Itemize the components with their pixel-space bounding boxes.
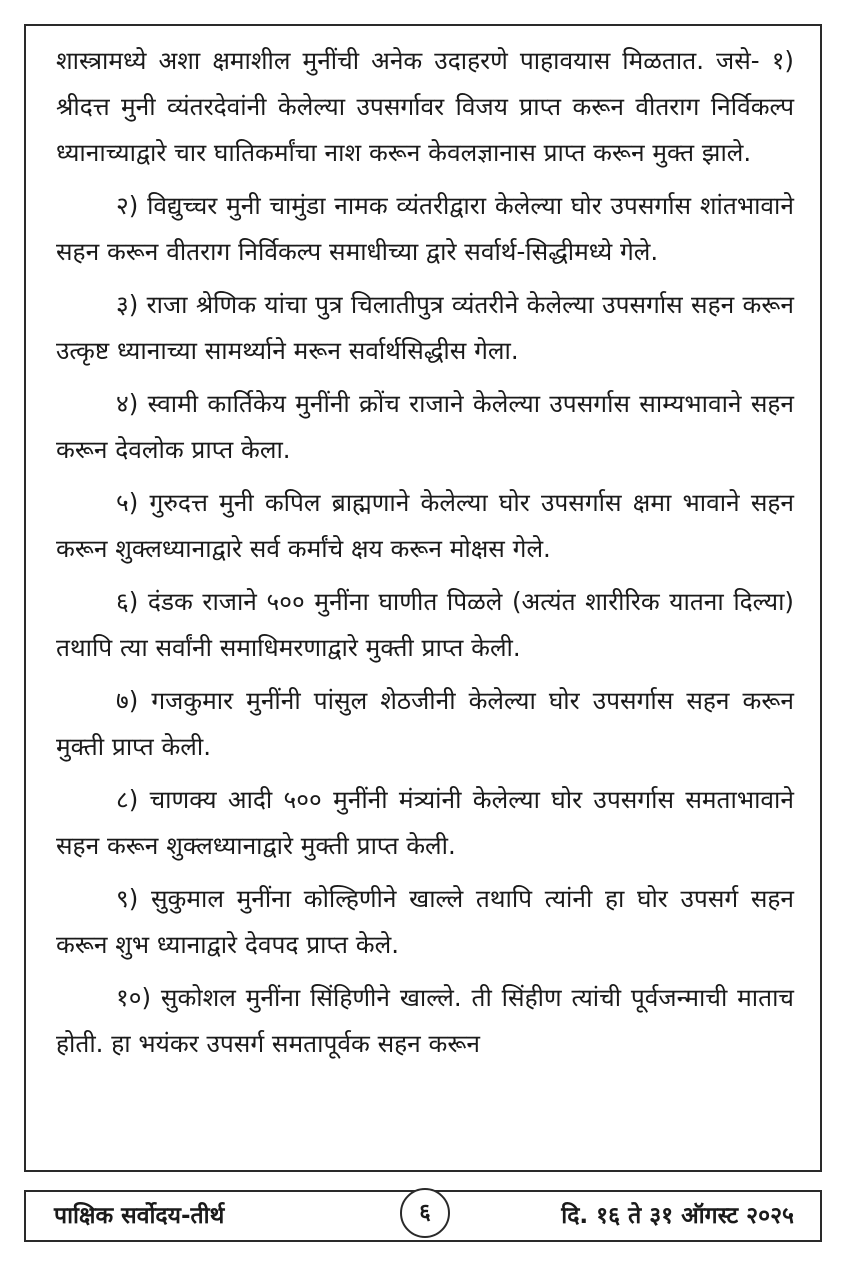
main-content [24, 24, 822, 1172]
issue-date: दि. १६ ते ३१ ऑगस्ट २०२५ [561, 1203, 794, 1229]
paragraph-example-6: ६) दंडक राजाने ५०० मुनींना घाणीत पिळले (अत्यंत शारीरिक यातना दिल्या) तथापि त्या सर्वांनी समाधिमरणाद्वारे मुक्ती प्राप्त केली. [56, 587, 794, 662]
paragraph-intro: शास्त्रामध्ये अशा क्षमाशील मुनींची अनेक उदाहरणे पाहावयास मिळतात. जसे- १) श्रीदत्त मुनी व्यंतरदेवांनी केलेल्या उपसर्गावर विजय प्राप्त करून वीतराग निर्विकल्प ध्यानाच्याद्वारे चार घातिकर्मांचा नाश करून केवलज्ञानास प्राप्त करून मुक्त झाले. [56, 46, 794, 167]
paragraph-example-4: ४) स्वामी कार्तिकेय मुनींनी क्रोंच राजाने केलेल्या उपसर्गास साम्यभावाने सहन करून देवलोक प्राप्त केला. [56, 389, 794, 464]
publication-name: पाक्षिक सर्वोदय-तीर्थ [54, 1203, 225, 1229]
paragraph-example-7: ७) गजकुमार मुनींनी पांसुल शेठजीनी केलेल्या घोर उपसर्गास सहन करून मुक्ती प्राप्त केली. [56, 686, 794, 761]
page-footer [24, 1190, 822, 1242]
paragraph-example-9: ९) सुकुमाल मुनींना कोल्हिणीने खाल्ले तथापि त्यांनी हा घोर उपसर्ग सहन करून शुभ ध्यानाद्वारे देवपद प्राप्त केले. [56, 884, 794, 959]
paragraph-example-5: ५) गुरुदत्त मुनी कपिल ब्राह्मणाने केलेल्या घोर उपसर्गास क्षमा भावाने सहन करून शुक्लध्यानाद्वारे सर्व कर्मांचे क्षय करून मोक्षस गेले. [56, 488, 794, 563]
page-number: ६ [400, 1188, 450, 1238]
paragraph-example-2: २) विद्युच्चर मुनी चामुंडा नामक व्यंतरीद्वारा केलेल्या घोर उपसर्गास शांतभावाने सहन करून वीतराग निर्विकल्प समाधीच्या द्वारे सर्वार्थ-सिद्धीमध्ये गेले. [56, 191, 794, 266]
paragraph-example-8: ८) चाणक्य आदी ५०० मुनींनी मंत्र्यांनी केलेल्या घोर उपसर्गास समताभावाने सहन करून शुक्लध्यानाद्वारे मुक्ती प्राप्त केली. [56, 785, 794, 860]
paragraph-example-3: ३) राजा श्रेणिक यांचा पुत्र चिलातीपुत्र व्यंतरीने केलेल्या उपसर्गास सहन करून उत्कृष्ट ध्यानाच्या सामर्थ्याने मरून सर्वार्थसिद्धीस गेला. [56, 290, 794, 365]
paragraph-example-10: १०) सुकोशल मुनींना सिंहिणीने खाल्ले. ती सिंहीण त्यांची पूर्वजन्माची माताच होती. हा भयंकर उपसर्ग समतापूर्वक सहन करून [56, 983, 794, 1058]
